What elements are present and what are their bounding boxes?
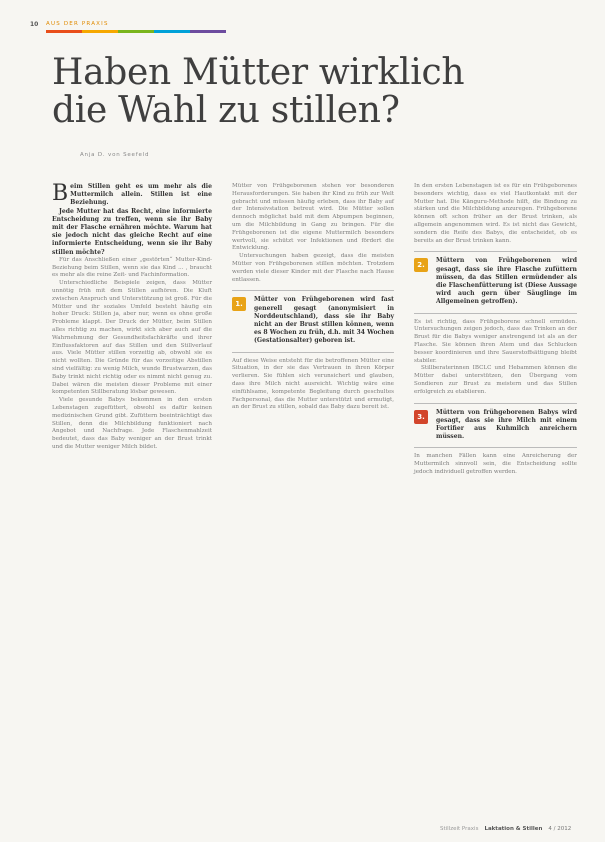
body-paragraph: Auf diese Weise entsteht für die betroffenen Mütter eine Situation, in der sie das Vertrauen in ihren Körper verlieren. Sie fühlen sich verunsichert und glauben, dass ihre Milch nicht ausreicht. Wichtig wäre eine einfühlsame, kompetente Begleitung durch geschultes Fachpersonal, das die Mutter unterstützt und ermutigt, an der Brust zu stillen, sobald das Baby dazu bereit ist. [232,357,394,411]
body-paragraph: Es ist richtig, dass Frühgeborene schnell ermüden. Untersuchungen zeigen jedoch, dass das Trinken an der Brust für die Babys weniger anstrengend ist als an der Flasche. Sie können ihren Atem und das Schlucken besser koordinieren und ihre Sauerstoffsättigung bleibt stabiler. [414,318,577,364]
callout-box-1 [232,296,394,345]
body-paragraph: Mütter von Frühgeborenen stehen vor besonderen Herausforderungen. Sie haben ihr Kind zu früh zur Welt gebracht und müssen häufig erleben, dass ihr Baby auf der Intensivstation betreut wird. Die Mütter sollen dennoch möglichst bald mit dem Abpumpen beginnen, um die Milchbildung in Gang zu bringen. Für die Frühgeborenen ist die eigene Muttermilch besonders wertvoll, sie schützt vor Infektionen und fördert die Entwicklung. [232,183,394,252]
box-divider [414,447,577,448]
footer-publisher: Stillzeit Praxis [440,826,479,832]
callout-box-3 [414,409,577,442]
rule-segment-3 [118,30,154,33]
body-paragraph: Unterschiedliche Beispiele zeigen, dass Mütter unnötig früh mit dem Stillen aufhören. Die Kluft zwischen Anspruch und Unterstützung ist groß. Für die Mütter und ihr soziales Umfeld besteht häufig ein hoher Druck: Stillen ja, aber nur, wenn es ohne große Probleme klappt. Der Druck der Mütter, beim Stillen alles richtig zu machen, wirkt sich aber auch auf die Wahrnehmung der Gesundheitsfachkräfte und ihrer Einflussfaktoren auf das Stillen und den Stillverlauf aus. Viele Mütter stillen vorzeitig ab, obwohl sie es nicht wollten. Die Gründe für das vorzeitige Abstillen sind vielfältig: zu wenig Milch, wunde Brustwarzen, das Baby trinkt nicht richtig oder es nimmt nicht genug zu. Dabei wären die meisten dieser Probleme mit einer kompetenten Stillberatung lösbar gewesen. [52,280,212,396]
color-rule [46,30,226,33]
lead-paragraph-2: Jede Mutter hat das Recht, eine informierte Entscheidung zu treffen, wenn sie ihr Baby mit der Flasche ernähren möchte. Warum hat sie jedoch nicht das gleiche Recht auf eine informierte Entscheidung, wenn sie ihr Baby stillen möchte? [52,207,212,256]
callout-box-2 [414,257,577,306]
section-label: AUS DER PRAXIS [46,21,109,27]
author-byline: Anja D. von Seefeld [80,152,150,158]
body-paragraph: In den ersten Lebenstagen ist es für ein Frühgeborenes besonders wichtig, dass es viel Hautkontakt mit der Mutter hat. Die Känguru-Methode hilft, die Bindung zu stärken und die Milchbildung anzuregen. Frühgeborene können oft schon früher an der Brust trinken, als allgemein angenommen wird. Es ist nicht das Gewicht, sondern die Reife des Babys, die entscheidet, ob es bereits an der Brust trinken kann. [414,183,577,244]
box-divider [414,403,577,404]
article-title: Haben Mütter wirklich die Wahl zu stillen? [52,52,465,131]
footer-magazine-title: Laktation & Stillen [484,826,543,832]
body-paragraph: In manchen Fällen kann eine Anreicherung der Muttermilch sinnvoll sein, die Entscheidung sollte jedoch individuell getroffen werden. [414,453,577,475]
callout-number-badge: 3. [414,410,428,424]
body-paragraph: Stillberaterinnen IBCLC und Hebammen können die Mütter dabei unterstützen, den Übergang vom Sondieren zur Brust zu meistern und das Stillen erfolgreich zu etablieren. [414,365,577,395]
rule-segment-2 [82,30,118,33]
body-paragraph: Untersuchungen haben gezeigt, dass die meisten Mütter von Frühgeborenen stillen möchten. Trotzdem werden viele dieser Kinder mit der Flasche nach Hause entlassen. [232,253,394,283]
rule-segment-1 [46,30,82,33]
callout-number-badge: 2. [414,258,428,272]
page-footer [440,826,580,832]
callout-text: Müttern von Frühgeborenen wird gesagt, dass sie ihre Flasche zufüttern müssen, da das Stillen ermüdender als die Flaschenfütterung ist (Diese Aussage wird auch gern über Säuglinge im Allgemeinen getroffen). [436,257,577,306]
body-paragraph: Viele gesunde Babys bekommen in den ersten Lebenstagen zugefüttert, obwohl es dafür keinen medizinischen Grund gibt. Zufüttern beeinträchtigt das Stillen, denn die Milchbildung funktioniert nach Angebot und Nachfrage. Jede Flaschenmahlzeit bedeutet, dass das Baby weniger an der Brust trinkt und die Mutter weniger Milch bildet. [52,397,212,450]
column-1 [52,183,212,452]
body-paragraph: Für das Anschließen einer „gestörten“ Mutter-Kind-Beziehung beim Stillen, wenn sie das Kind ... , braucht es mehr als die reine Zeit- und Fachinformation. [52,256,212,279]
drop-cap: B [52,181,69,206]
page-number: 10 [30,21,39,28]
callout-text: Müttern von frühgeborenen Babys wird gesagt, dass sie ihre Milch mit einem Fortifier aus Kuhmilch anreichern müssen. [436,408,577,441]
box-divider [414,251,577,252]
lead-paragraph [52,183,212,208]
callout-number-badge: 1. [232,297,246,311]
rule-segment-4 [154,30,190,33]
box-divider [232,290,394,291]
box-divider [232,352,394,353]
column-2 [232,183,394,412]
box-divider [414,313,577,314]
callout-text: Mütter von Frühgeborenen wird fast generell gesagt (anonymisiert in Norddeutschland), dass sie ihr Baby nicht an der Brust stillen können, wenn es 8 Wochen zu früh, d.h. mit 34 Wochen (Gestationsalter) geboren ist. [254,296,394,345]
column-3 [414,183,577,477]
footer-edition: 4 / 2012 [548,826,572,832]
rule-segment-5 [190,30,226,33]
lead-text: eim Stillen geht es um mehr als die Muttermilch allein. Stillen ist eine Beziehung. [70,183,212,207]
